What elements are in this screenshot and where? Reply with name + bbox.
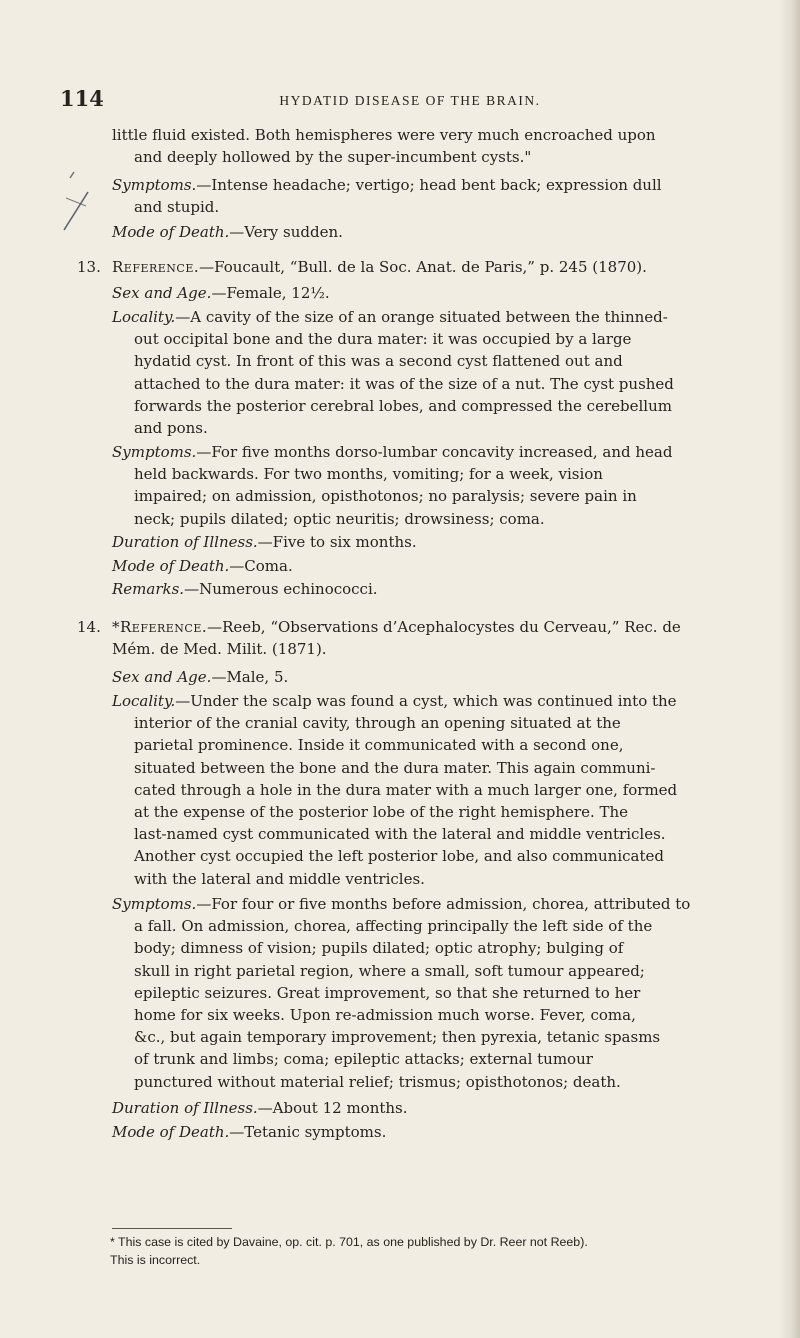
section-label: *Reference. <box>112 618 208 636</box>
text-line: &c., but again temporary improvement; then pyrexia, tetanic spasms <box>134 1028 661 1047</box>
section-label: Sex and Age. <box>112 668 212 686</box>
section-text: —For four or five months before admission, chorea, attributed to <box>196 895 691 913</box>
section-label: Mode of Death. <box>112 1123 230 1141</box>
text-line: little fluid existed. Both hemispheres were very much encroached upon <box>112 126 656 144</box>
case-13-reference <box>77 256 777 278</box>
text-line: and pons. <box>134 419 208 438</box>
section-label: Locality. <box>112 692 176 710</box>
text-line: body; dimness of vision; pupils dilated; optic atrophy; bulging of <box>134 939 624 958</box>
section-label: Duration of Illness. <box>112 1099 258 1117</box>
section-text: —Under the scalp was found a cyst, which was continued into the <box>175 692 677 710</box>
section-text: —For five months dorso-lumbar concavity increased, and head <box>196 443 673 461</box>
section-text: —A cavity of the size of an orange situated between the thinned- <box>175 308 668 326</box>
text-line: and stupid. <box>134 198 220 217</box>
footnote-rule <box>112 1228 232 1229</box>
page-header <box>60 86 760 116</box>
footnote-line: This is incorrect. <box>110 1253 201 1267</box>
page-edge-shadow <box>778 0 800 1338</box>
section-label: Remarks. <box>112 580 185 598</box>
text-line: out occipital bone and the dura mater: it was occupied by a large <box>134 330 632 349</box>
pencil-mark-icon <box>60 168 100 232</box>
case-13-mode-of-death <box>112 555 772 577</box>
prev-mode-of-death <box>112 221 772 243</box>
text-line: situated between the bone and the dura mater. This again communi- <box>134 758 656 777</box>
section-label: Symptoms. <box>112 443 197 461</box>
text-line: of trunk and limbs; coma; epileptic attacks; external tumour <box>134 1050 593 1069</box>
case-14-sex-age <box>112 666 772 688</box>
text-line: last-named cyst communicated with the lateral and middle ventricles. <box>134 825 666 844</box>
case-13-symptoms <box>112 441 772 530</box>
section-text: —Intense headache; vertigo; head bent back; expression dull <box>196 176 662 194</box>
case-number: 14. <box>77 618 101 636</box>
text-line: epileptic seizures. Great improvement, so that she returned to her <box>134 983 641 1002</box>
case-14-mode-of-death <box>112 1121 772 1143</box>
section-text: —Reeb, “Observations d’Acephalocystes du Cerveau,” Rec. de <box>207 618 681 636</box>
text-line: parietal prominence. Inside it communicated with a second one, <box>134 736 624 755</box>
section-label: Symptoms. <box>112 176 197 194</box>
text-line: Mém. de Med. Milit. (1871). <box>112 640 327 659</box>
section-text: —Tetanic symptoms. <box>229 1123 387 1141</box>
text-line: with the lateral and middle ventricles. <box>134 869 425 888</box>
case-number: 13. <box>77 258 101 276</box>
text-line: impaired; on admission, opisthotonos; no paralysis; severe pain in <box>134 487 637 506</box>
section-label: Duration of Illness. <box>112 533 258 551</box>
text-line: punctured without material relief; trismus; opisthotonos; death. <box>134 1072 621 1091</box>
case-14-locality <box>112 690 772 890</box>
case-14-reference <box>77 616 777 660</box>
text-line: and deeply hollowed by the super-incumbent cysts." <box>134 148 532 167</box>
section-text: —About 12 months. <box>257 1099 408 1117</box>
footnote-line: * This case is cited by Davaine, op. cit. p. 701, as one published by Dr. Reer not Reeb). <box>110 1235 588 1249</box>
text-line: at the expense of the posterior lobe of the right hemisphere. The <box>134 803 629 822</box>
text-line: interior of the cranial cavity, through an opening situated at the <box>134 714 621 733</box>
text-line: Another cyst occupied the left posterior lobe, and also communicated <box>134 847 664 866</box>
text-line: neck; pupils dilated; optic neuritis; drowsiness; coma. <box>134 509 545 528</box>
case-14-symptoms <box>112 893 772 1093</box>
section-label: Symptoms. <box>112 895 197 913</box>
case-13-remarks <box>112 578 772 600</box>
section-label: Mode of Death. <box>112 557 230 575</box>
footnote <box>110 1233 790 1269</box>
text-line: forwards the posterior cerebral lobes, and compressed the cerebellum <box>134 396 672 415</box>
section-text: —Foucault, “Bull. de la Soc. Anat. de Paris,” p. 245 (1870). <box>199 258 647 276</box>
section-label: Reference. <box>112 258 200 276</box>
case-14-duration <box>112 1097 772 1119</box>
prev-case <box>112 124 772 168</box>
text-line: held backwards. For two months, vomiting; for a week, vision <box>134 465 603 484</box>
case-13-sex-age <box>112 282 772 304</box>
section-label: Locality. <box>112 308 176 326</box>
case-13-locality <box>112 306 772 439</box>
case-13-duration <box>112 531 772 553</box>
text-line: attached to the dura mater: it was of the size of a nut. The cyst pushed <box>134 374 674 393</box>
page-number: 114 <box>60 86 104 111</box>
prev-symptoms <box>112 174 772 218</box>
text-line: cated through a hole in the dura mater with a much larger one, formed <box>134 780 678 799</box>
section-text: —Very sudden. <box>229 223 343 241</box>
text-line: home for six weeks. Upon re-admission much worse. Fever, coma, <box>134 1006 636 1025</box>
text-line: a fall. On admission, chorea, affecting principally the left side of the <box>134 917 653 936</box>
section-text: —Five to six months. <box>257 533 417 551</box>
section-text: —Male, 5. <box>211 668 289 686</box>
section-text: —Female, 12½. <box>211 284 330 302</box>
text-line: skull in right parietal region, where a small, soft tumour appeared; <box>134 961 645 980</box>
section-text: —Coma. <box>229 557 293 575</box>
section-text: —Numerous echinococci. <box>184 580 378 598</box>
running-head: HYDATID DISEASE OF THE BRAIN. <box>279 93 541 108</box>
section-label: Mode of Death. <box>112 223 230 241</box>
section-label: Sex and Age. <box>112 284 212 302</box>
text-line: hydatid cyst. In front of this was a second cyst flattened out and <box>134 352 623 371</box>
